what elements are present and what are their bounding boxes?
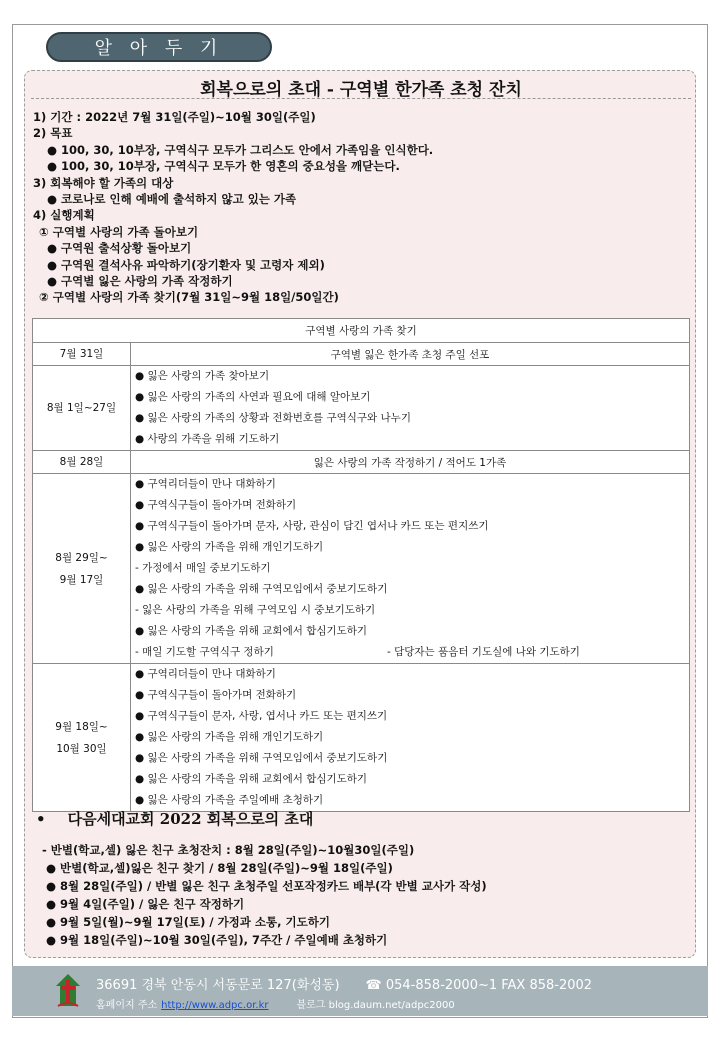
section-header-tab: 알 아 두 기 xyxy=(46,32,272,62)
schedule-table xyxy=(32,318,690,812)
list-item: ● 구역리더들이 만나 대화하기 xyxy=(135,478,276,490)
row-items xyxy=(131,366,690,451)
list-item: ● 잃은 사랑의 가족의 상황과 전화번호를 구역식구와 나누기 xyxy=(135,412,411,424)
info-plan-item: ● 구역원 결석사유 파악하기(장기환자 및 고령자 제외) xyxy=(47,257,325,272)
list-item: ● 잃은 사랑의 가족을 위해 구역모임에서 중보기도하기 xyxy=(135,583,388,595)
table-row xyxy=(33,319,690,343)
info-goal-heading: 2) 목표 xyxy=(33,126,73,141)
info-plan-item: ● 구역원 출석상황 돌아보기 xyxy=(47,241,192,256)
table-row xyxy=(33,474,690,664)
list-item-left: - 매일 기도할 구역식구 정하기 xyxy=(135,646,274,658)
row-items xyxy=(131,474,690,664)
title-divider xyxy=(31,98,691,99)
table-row xyxy=(33,366,690,451)
info-goal-item: ● 100, 30, 10부장, 구역식구 모두가 한 영혼의 중요성을 깨닫는다. xyxy=(47,159,400,174)
list-item: ● 구역식구들이 돌아가며 전화하기 xyxy=(135,499,297,511)
row-date: 8월 1일~27일 xyxy=(33,366,131,451)
row-text: 구역별 잃은 한가족 초청 주일 선포 xyxy=(131,343,690,366)
list-item: - 가정에서 매일 중보기도하기 xyxy=(135,562,271,574)
list-item: ● 반별(학교,셀)잃은 친구 찾기 / 8월 28일(주일)~9월 18일(주일) xyxy=(46,861,393,875)
info-target-item: ● 코로나로 인해 예배에 출석하지 않고 있는 가족 xyxy=(47,191,297,206)
list-item: - 반별(학교,셀) 잃은 친구 초청잔치 : 8월 28일(주일)~10월30일(주일) xyxy=(42,843,415,857)
list-item: ● 잃은 사랑의 가족의 사연과 필요에 대해 알아보기 xyxy=(135,391,371,403)
bullet-icon: • xyxy=(36,810,46,828)
row-text: 잃은 사랑의 가족 작정하기 / 적어도 1가족 xyxy=(131,451,690,474)
info-target-heading: 3) 회복해야 할 가족의 대상 xyxy=(33,175,174,190)
list-item: ● 8월 28일(주일) / 반별 잃은 친구 초청주일 선포작정카드 배부(각 반별 교사가 작성) xyxy=(46,879,487,893)
date-line: 8월 29일~ xyxy=(55,551,108,564)
homepage-label: 홈페이지 주소 xyxy=(96,1000,158,1011)
list-item: ● 잃은 사랑의 가족을 주일예배 초청하기 xyxy=(135,794,324,806)
list-item: ● 사랑의 가족을 위해 기도하기 xyxy=(135,433,280,445)
homepage-link[interactable]: http://www.adpc.or.kr xyxy=(161,1000,269,1011)
date-line: 9월 17일 xyxy=(59,573,104,586)
list-item: ● 9월 18일(주일)~10월 30일(주일), 7주간 / 주일예배 초청하기 xyxy=(46,933,388,947)
info-plan-step: ① 구역별 사랑의 가족 돌아보기 xyxy=(39,224,199,239)
info-plan-step: ② 구역별 사랑의 가족 찾기(7월 31일~9월 18일/50일간) xyxy=(39,290,339,305)
row-date: 7월 31일 xyxy=(33,343,131,366)
footer-links xyxy=(96,996,455,1011)
row-date: 8월 28일 xyxy=(33,451,131,474)
footer xyxy=(12,966,708,1016)
table-row xyxy=(33,343,690,366)
next-gen-list xyxy=(42,841,487,949)
list-item: ● 9월 4일(주일) / 잃은 친구 작정하기 xyxy=(46,897,245,911)
table-row xyxy=(33,451,690,474)
list-item: ● 잃은 사랑의 가족을 위해 개인기도하기 xyxy=(135,731,324,743)
list-item: ● 잃은 사랑의 가족을 위해 구역모임에서 중보기도하기 xyxy=(135,752,388,764)
row-date xyxy=(33,474,131,664)
date-line: 9월 18일~ xyxy=(55,720,108,733)
info-plan-item: ● 구역별 잃은 사랑의 가족 작정하기 xyxy=(47,273,233,288)
list-item: ● 잃은 사랑의 가족을 위해 개인기도하기 xyxy=(135,541,324,553)
list-item: ● 구역식구들이 문자, 사랑, 엽서나 카드 또는 편지쓰기 xyxy=(135,710,388,722)
next-gen-heading xyxy=(36,808,313,829)
list-item: ● 잃은 사랑의 가족을 위해 교회에서 합심기도하기 xyxy=(135,773,368,785)
info-plan-heading: 4) 실행계획 xyxy=(33,208,95,223)
announcement-title: 회복으로의 초대 - 구역별 한가족 초청 잔치 xyxy=(200,80,522,100)
blog-address: 블로그 blog.daum.net/adpc2000 xyxy=(296,1000,455,1011)
list-item: ● 9월 5일(월)~9월 17일(토) / 가정과 소통, 기도하기 xyxy=(46,915,330,929)
info-period: 1) 기간 : 2022년 7월 31일(주일)~10월 30일(주일) xyxy=(33,110,316,124)
next-gen-title: 다음세대교회 2022 회복으로의 초대 xyxy=(67,810,314,828)
info-goal-item: ● 100, 30, 10부장, 구역식구 모두가 그리스도 안에서 가족임을 인식한다. xyxy=(47,142,434,157)
list-item: ● 잃은 사랑의 가족을 위해 교회에서 합심기도하기 xyxy=(135,625,368,637)
list-item xyxy=(135,642,685,663)
date-line: 10월 30일 xyxy=(56,742,107,755)
info-list xyxy=(33,109,689,306)
list-item: ● 구역식구들이 돌아가며 전화하기 xyxy=(135,689,297,701)
list-item-right: - 담당자는 품음터 기도실에 나와 기도하기 xyxy=(387,646,580,658)
list-item: ● 구역리더들이 만나 대화하기 xyxy=(135,668,276,680)
footer-address: 36691 경북 안동시 서동문로 127(화성동) xyxy=(96,978,340,993)
church-logo-icon xyxy=(52,972,84,1010)
table-title: 구역별 사랑의 가족 찾기 xyxy=(33,319,690,343)
row-items xyxy=(131,664,690,812)
list-item: - 잃은 사랑의 가족을 위해 구역모임 시 중보기도하기 xyxy=(135,604,376,616)
row-date xyxy=(33,664,131,812)
list-item: ● 구역식구들이 돌아가며 문자, 사랑, 관심이 담긴 엽서나 카드 또는 편지쓰기 xyxy=(135,520,489,532)
table-row xyxy=(33,664,690,812)
footer-contact xyxy=(96,974,592,993)
list-item: ● 잃은 사랑의 가족 찾아보기 xyxy=(135,370,270,382)
footer-phone: ☎ 054-858-2000~1 FAX 858-2002 xyxy=(365,978,593,993)
